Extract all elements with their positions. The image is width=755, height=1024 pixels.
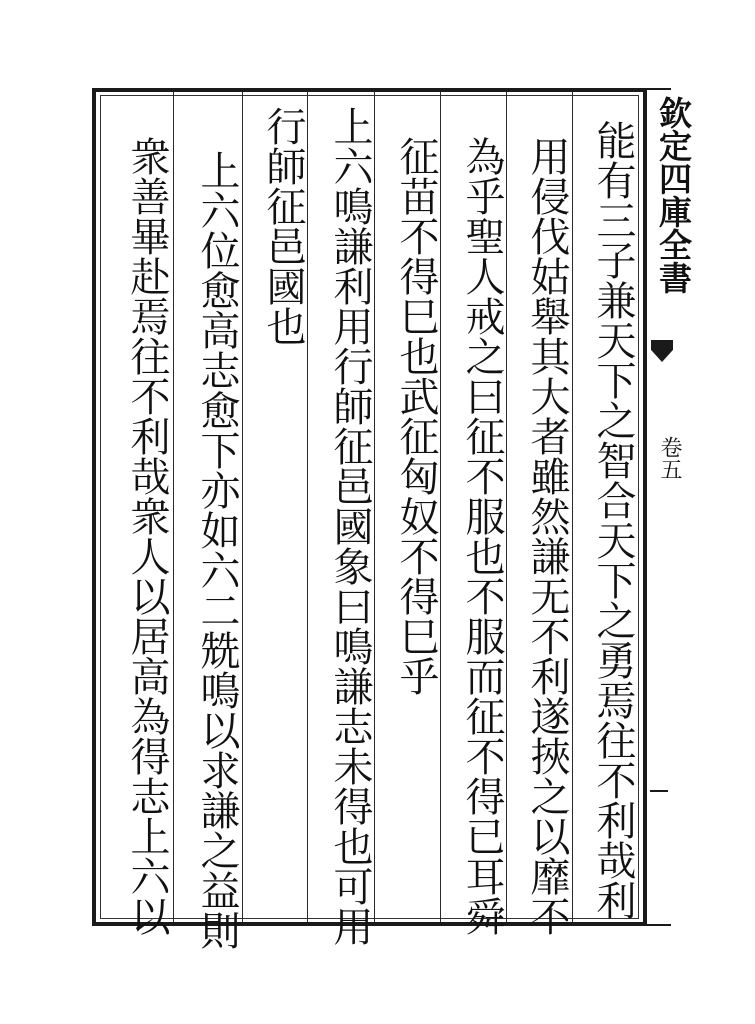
text-frame — [92, 88, 647, 950]
text-column-3: 為乎聖人戒之曰征不服也不服而征不得已耳舜 — [459, 136, 505, 936]
text-column-8: 衆善畢赴焉往不利哉衆人以居高為得志上六以 — [124, 136, 170, 936]
margin-tick — [650, 790, 668, 792]
text-column-6: 行師征邑國也 — [260, 106, 306, 346]
fish-tail-mark — [651, 340, 673, 362]
text-column-1: 能有三子兼天下之智合天下之勇焉往不利哉利 — [590, 120, 636, 920]
margin-rule-bottom — [647, 924, 671, 926]
margin-rule-top — [647, 88, 671, 90]
volume-label: 卷五 — [657, 436, 682, 480]
book-title: 欽定四庫全書 — [654, 96, 693, 294]
text-column-2: 用侵伐姑舉其大者雖然謙无不利遂挾之以靡不 — [524, 136, 570, 936]
text-column-4: 征苗不得巳也武征匈奴不得巳乎 — [393, 136, 439, 696]
text-column-7: 上六位愈高志愈下亦如六二兟鳴以求謙之益則 — [194, 150, 240, 950]
text-column-5: 上六鳴謙利用行師征邑國象曰鳴謙志未得也可用 — [327, 106, 373, 946]
